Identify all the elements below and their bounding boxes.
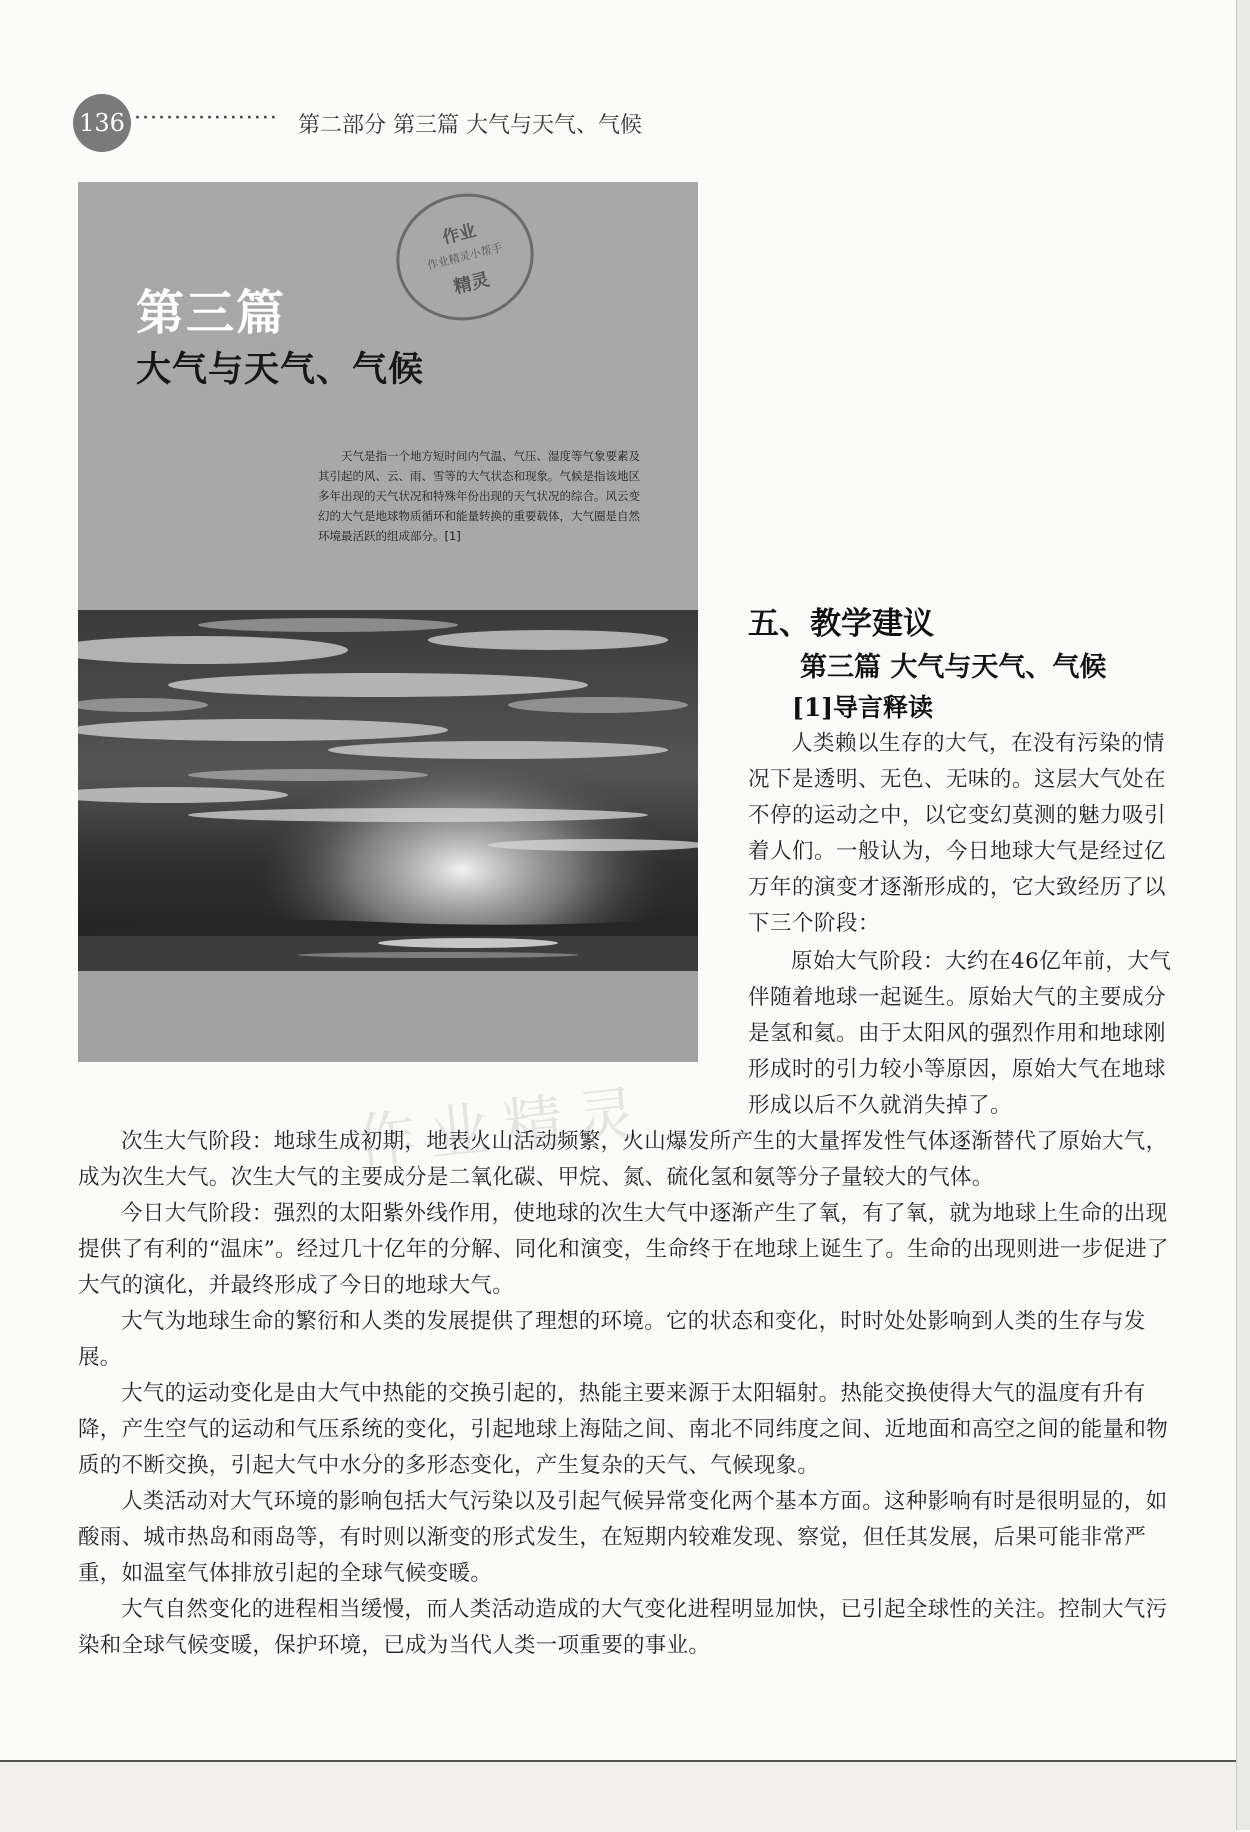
paragraph: 次生大气阶段：地球生成初期，地表火山活动频繁，火山爆发所产生的大量挥发性气体逐渐替代了原始大气，成为次生大气。次生大气的主要成分是二氧化碳、甲烷、氮、硫化氢和氨等分子量较大的气体。 [78, 1129, 1168, 1190]
page-bottom-edge [0, 1760, 1236, 1832]
part-title: 大气与天气、气候 [136, 350, 425, 390]
section-heading: 五、教学建议 [748, 606, 934, 642]
paragraph: 原始大气阶段：大约在46亿年前，大气伴随着地球一起诞生。原始大气的主要成分是氢和氦。由于太阳风的强烈作用和地球刚形成时的引力较小等原因，原始大气在地球形成以后不久就消失掉了。 [748, 949, 1172, 1118]
part-intro-text: 天气是指一个地方短时间内气温、气压、湿度等气象要素及其引起的风、云、雨、雪等的大气状态和现象。气候是指该地区多年出现的天气状况和特殊年份出现的天气状况的综合。风云变幻的大气是地球物质循环和能量转换的重要载体，大气圈是自然环境最活跃的组成部分。[1] [318, 449, 640, 543]
page-edge [1236, 0, 1250, 1830]
figure-bottom-band [78, 971, 698, 1062]
paragraph: 大气为地球生命的繁衍和人类的发展提供了理想的环境。它的状态和变化，时时处处影响到人类的生存与发展。 [78, 1309, 1146, 1370]
paragraph: 今日大气阶段：强烈的太阳紫外线作用，使地球的次生大气中逐渐产生了氧，有了氧，就为地球上生命的出现提供了有利的“温床”。经过几十亿年的分解、同化和演变，生命终于在地球上诞生了。生命的出现则进一步促进了大气的演化，并最终形成了今日的地球大气。 [78, 1201, 1169, 1298]
running-header: 第二部分 第三篇 大气与天气、气候 [298, 113, 642, 138]
part-label: 第三篇 [136, 285, 287, 341]
stamp-logo: 作业 作业精灵小帮手 精灵 [383, 182, 547, 335]
paragraph: 人类活动对大气环境的影响包括大气污染以及引起气候异常变化两个基本方面。这种影响有时是很明显的，如酸雨、城市热岛和雨岛等，有时则以渐变的形式发生，在短期内较难发现、察觉，但任其发展，后果可能非常严重，如温室气体排放引起的全球气候变暖。 [78, 1489, 1168, 1586]
subsection-heading: [1]导言释读 [792, 693, 934, 722]
page-number: 136 [73, 94, 131, 152]
sky-clouds-photo [78, 610, 698, 971]
part-cover-figure [78, 182, 698, 1062]
header-leader-dots: ·················· [134, 106, 278, 131]
watermark: 作业精灵 [352, 1077, 655, 1179]
paragraph: 大气自然变化的进程相当缓慢，而人类活动造成的大气变化进程明显加快，已引起全球性的关注。控制大气污染和全球气候变暖，保护环境，已成为当代人类一项重要的事业。 [78, 1597, 1168, 1658]
paragraph: 大气的运动变化是由大气中热能的交换引起的，热能主要来源于太阳辐射。热能交换使得大气的温度有升有降，产生空气的运动和气压系统的变化，引起地球上海陆之间、南北不同纬度之间、近地面和高空之间的能量和物质的不断交换，引起大气中水分的多形态变化，产生复杂的天气、气候现象。 [78, 1381, 1169, 1478]
paragraph: 人类赖以生存的大气，在没有污染的情况下是透明、无色、无味的。这层大气处在不停的运动之中，以它变幻莫测的魅力吸引着人们。一般认为，今日地球大气是经过亿万年的演变才逐渐形成的，它大致经历了以下三个阶段： [748, 731, 1167, 936]
section-subheading: 第三篇 大气与天气、气候 [800, 652, 1107, 683]
